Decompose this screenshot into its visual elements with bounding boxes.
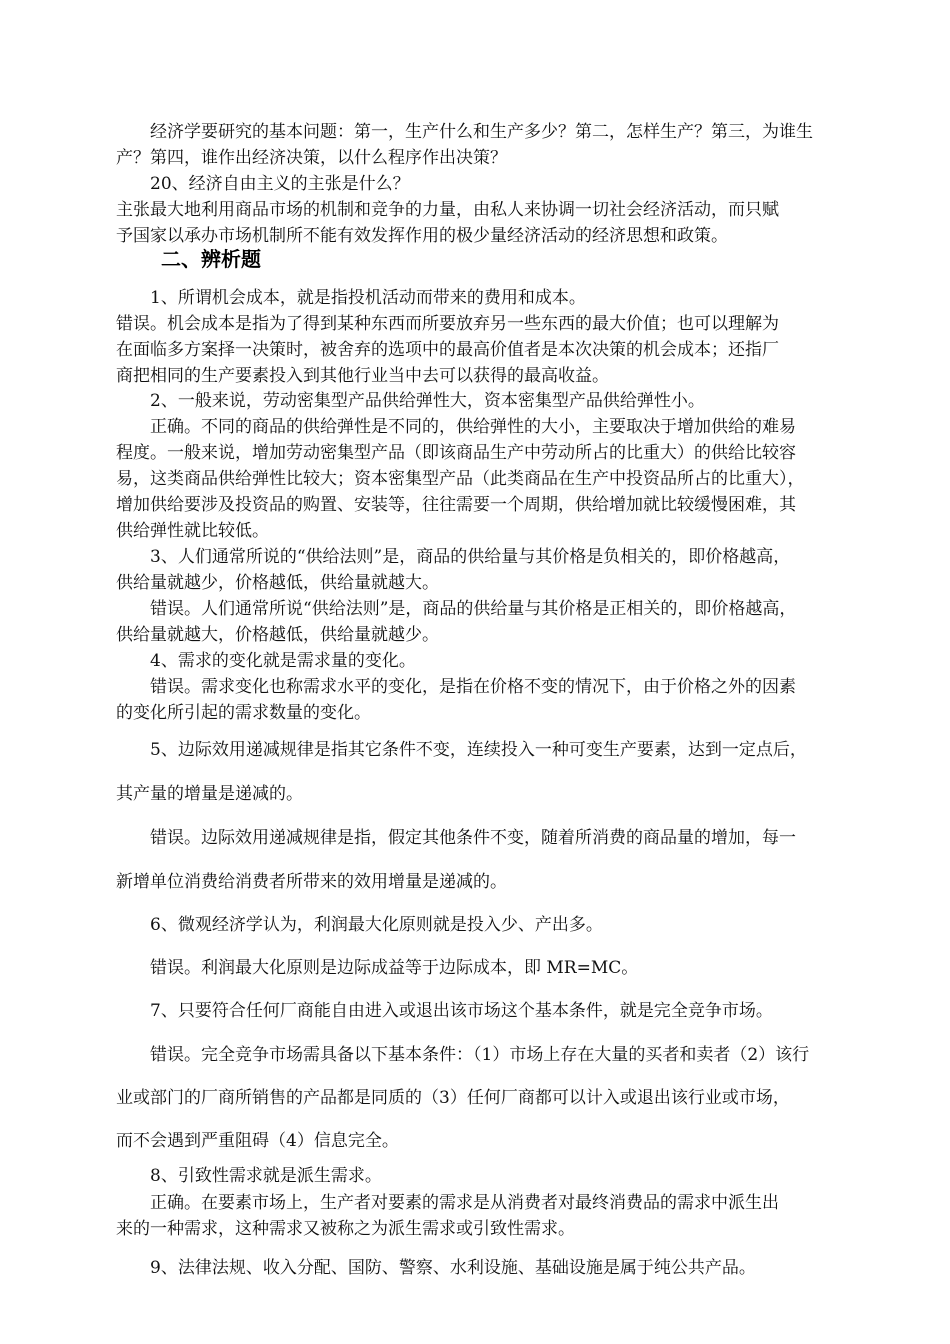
answer-20-line-2: 予国家以承办市场机制所不能有效发挥作用的极少量经济活动的经济思想和政策。 [116,226,728,246]
basic-questions-line-1: 经济学要研究的基本问题：第一，生产什么和生产多少？第二，怎样生产？第三，为谁生 [150,122,813,142]
answer-7-line-3: 而不会遇到严重阻碍（4）信息完全。 [116,1131,399,1151]
question-2: 2、一般来说，劳动密集型产品供给弹性大，资本密集型产品供给弹性小。 [150,391,705,411]
question-3-line-1: 3、人们通常所说的“供给法则”是，商品的供给量与其价格是负相关的，即价格越高， [150,547,791,567]
question-5-line-1: 5、边际效用递减规律是指其它条件不变，连续投入一种可变生产要素，达到一定点后， [150,740,807,760]
question-5-line-2: 其产量的增量是递减的。 [116,784,303,804]
answer-3-line-1: 错误。人们通常所说“供给法则”是，商品的供给量与其价格是正相关的，即价格越高， [150,599,797,619]
answer-1-line-1: 错误。机会成本是指为了得到某种东西而所要放弃另一些东西的最大价值；也可以理解为 [116,314,779,334]
answer-7-line-2: 业或部门的厂商所销售的产品都是同质的（3）任何厂商都可以计入或退出该行业或市场， [116,1088,790,1108]
answer-7-line-1: 错误。完全竞争市场需具备以下基本条件：（1）市场上存在大量的买者和卖者（2）该行 [150,1045,810,1065]
question-4: 4、需求的变化就是需求量的变化。 [150,651,416,671]
answer-2-line-4: 增加供给要涉及投资品的购置、安装等，往往需要一个周期，供给增加就比较缓慢困难，其 [116,495,796,515]
answer-1-line-3: 商把相同的生产要素投入到其他行业当中去可以获得的最高收益。 [116,366,609,386]
answer-4-line-1: 错误。需求变化也称需求水平的变化，是指在价格不变的情况下，由于价格之外的因素 [150,677,796,697]
question-7: 7、只要符合任何厂商能自由进入或退出该市场这个基本条件，就是完全竞争市场。 [150,1001,773,1021]
answer-5-line-1: 错误。边际效用递减规律是指，假定其他条件不变，随着所消费的商品量的增加，每一 [150,828,796,848]
answer-1-line-2: 在面临多方案择一决策时，被舍弃的选项中的最高价值者是本次决策的机会成本；还指厂 [116,340,779,360]
question-8: 8、引致性需求就是派生需求。 [150,1166,382,1186]
answer-5-line-2: 新增单位消费给消费者所带来的效用增量是递减的。 [116,872,507,892]
answer-8-line-1: 正确。在要素市场上，生产者对要素的需求是从消费者对最终消费品的需求中派生出 [150,1193,779,1213]
question-1: 1、所谓机会成本，就是指投机活动而带来的费用和成本。 [150,288,586,308]
question-9: 9、法律法规、收入分配、国防、警察、水利设施、基础设施是属于纯公共产品。 [150,1258,756,1278]
answer-3-line-2: 供给量就越大，价格越低，供给量就越少。 [116,625,439,645]
question-20: 20、经济自由主义的主张是什么？ [150,174,410,194]
answer-2-line-2: 程度。一般来说，增加劳动密集型产品（即该商品生产中劳动所占的比重大）的供给比较容 [116,443,796,463]
answer-2-line-1: 正确。不同的商品的供给弹性是不同的，供给弹性的大小，主要取决于增加供给的难易 [150,417,796,437]
answer-2-line-3: 易，这类商品供给弹性比较大；资本密集型产品（此类商品在生产中投资品所占的比重大）， [116,469,805,489]
basic-questions-line-2: 产？第四，谁作出经济决策，以什么程序作出决策？ [116,148,507,168]
question-3-line-2: 供给量就越少，价格越低，供给量就越大。 [116,573,439,593]
answer-20-line-1: 主张最大地利用商品市场的机制和竞争的力量，由私人来协调一切社会经济活动，而只赋 [116,200,779,220]
question-6: 6、微观经济学认为，利润最大化原则就是投入少、产出多。 [150,915,603,935]
section-heading: 二、辨析题 [161,247,261,271]
answer-6: 错误。利润最大化原则是边际成益等于边际成本，即 MR=MC。 [150,958,639,978]
answer-2-line-5: 供给弹性就比较低。 [116,521,269,541]
answer-8-line-2: 来的一种需求，这种需求又被称之为派生需求或引致性需求。 [116,1219,575,1239]
answer-4-line-2: 的变化所引起的需求数量的变化。 [116,703,371,723]
